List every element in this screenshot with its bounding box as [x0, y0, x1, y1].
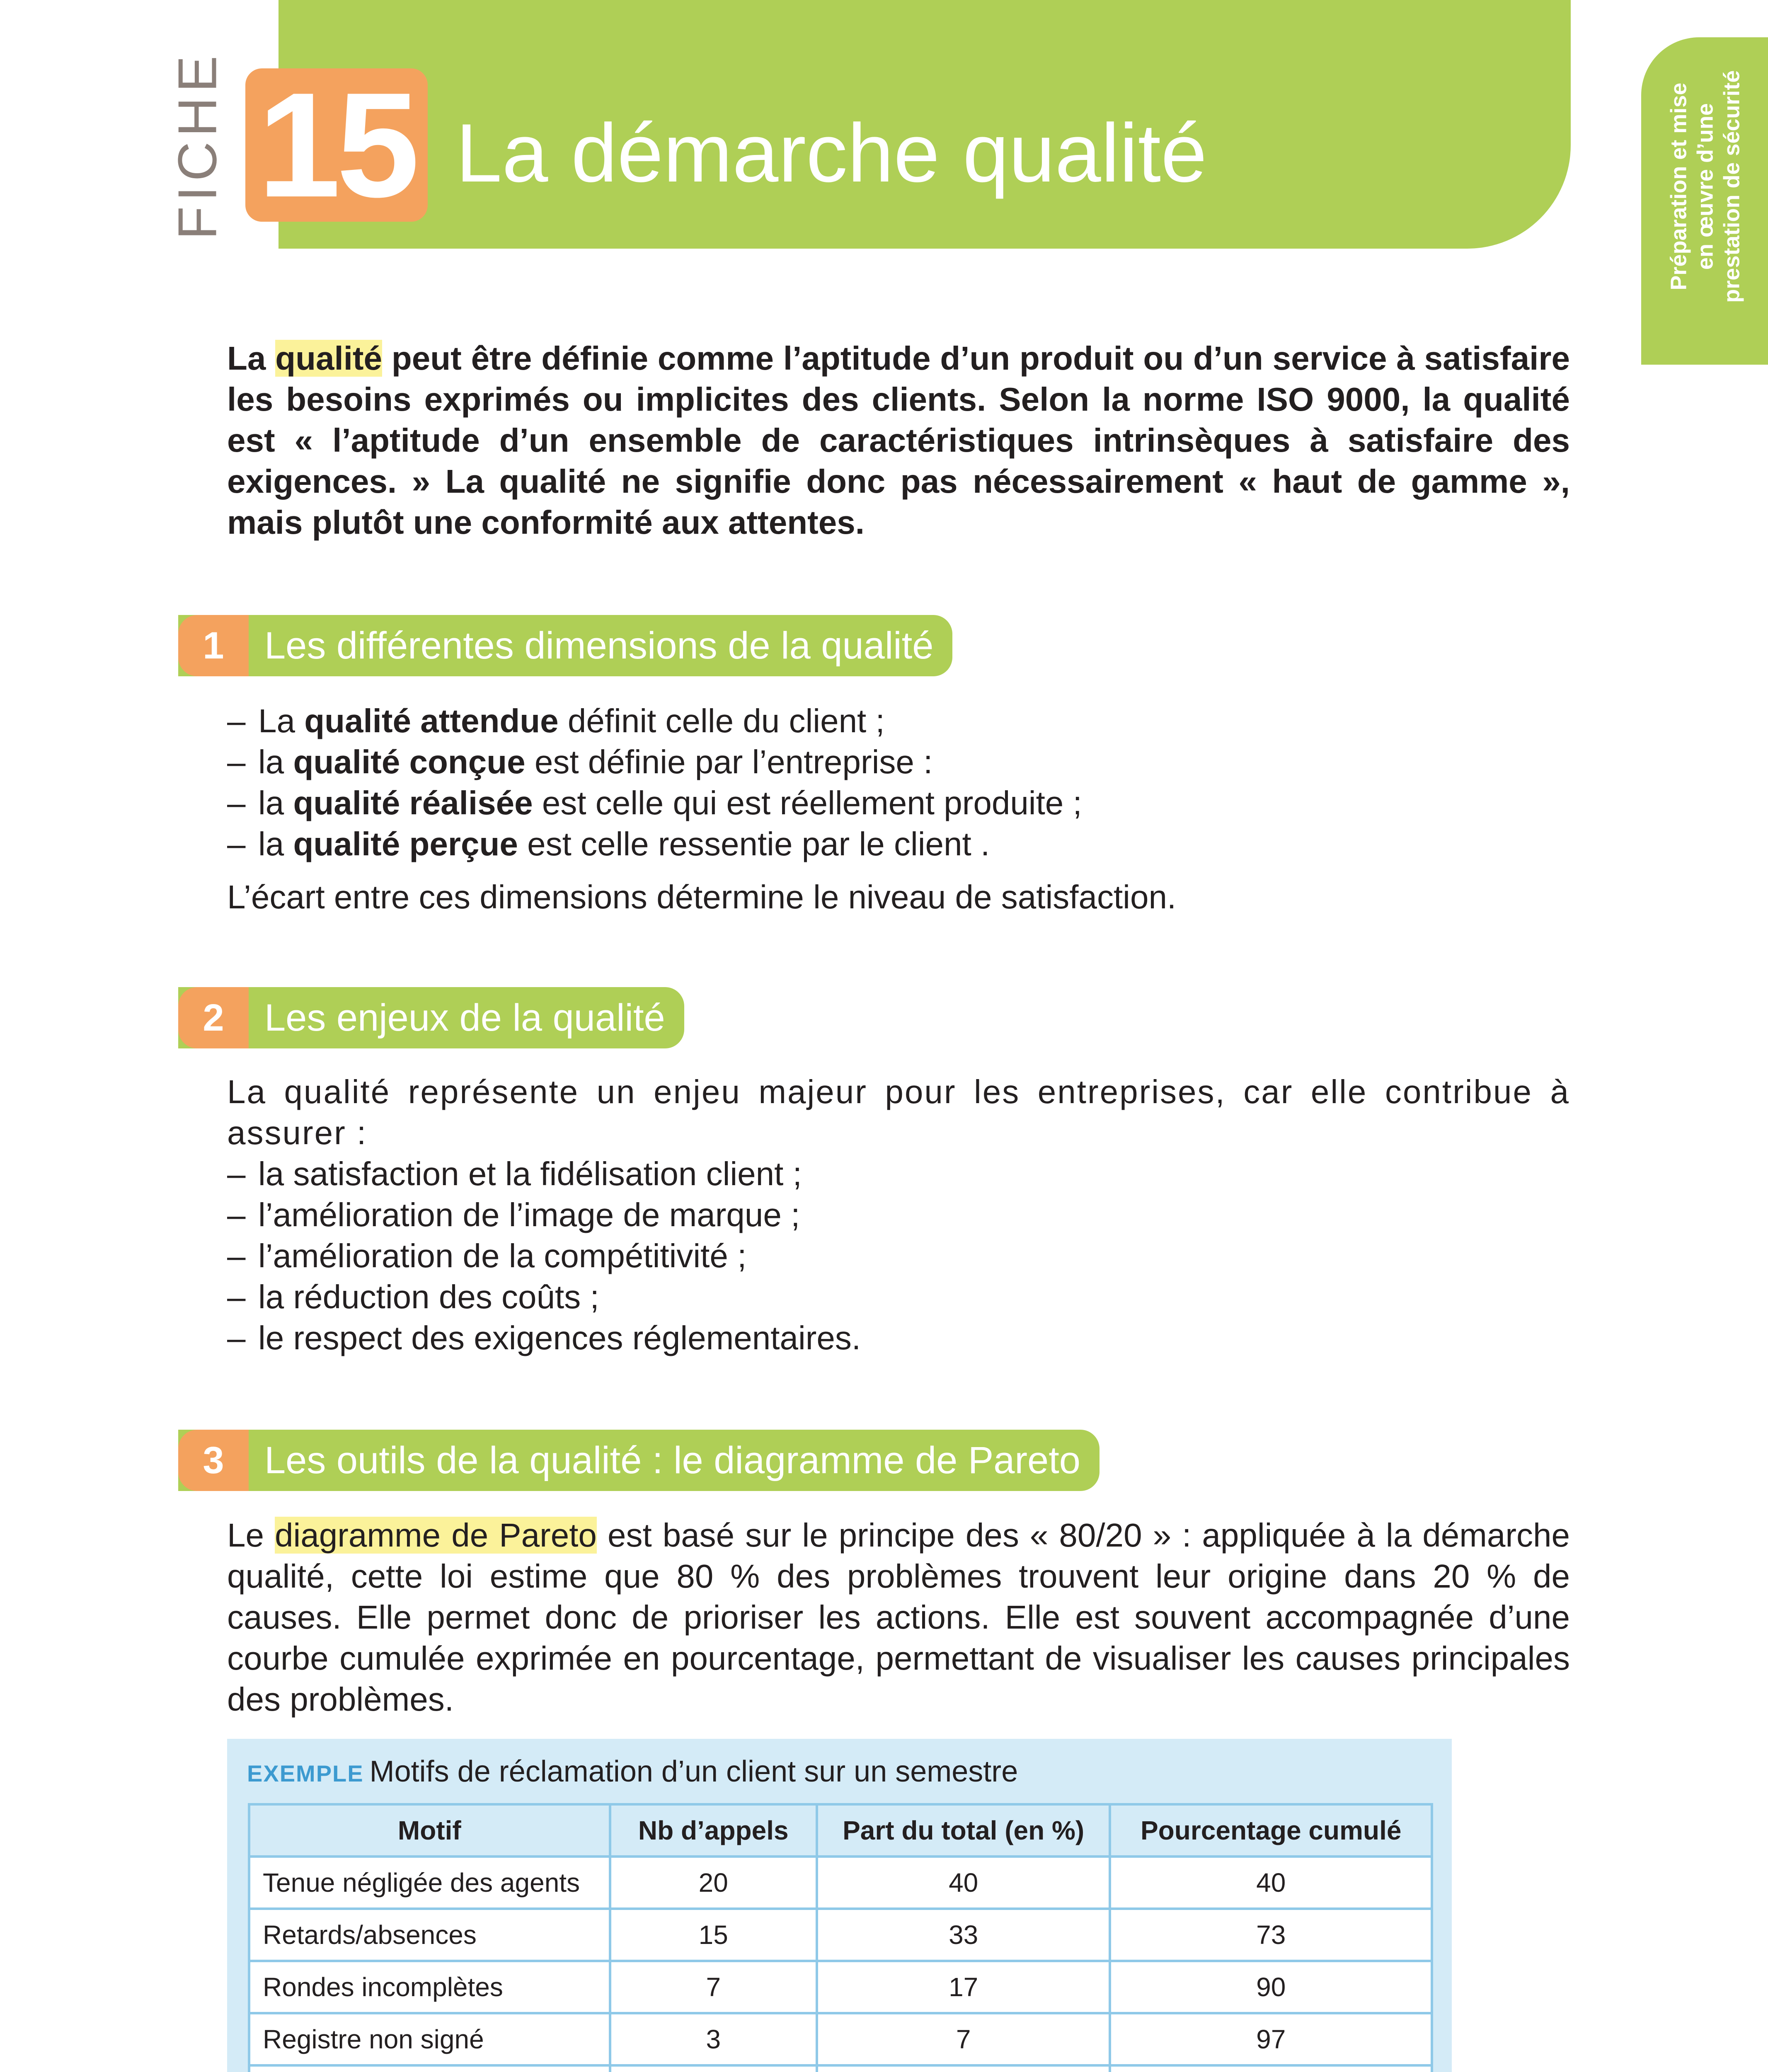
table-cell: Retards/absences — [249, 1909, 610, 1961]
table-cell: 90 — [1110, 1961, 1432, 2013]
section-3-number: 3 — [178, 1430, 249, 1491]
column-header: Motif — [249, 1804, 610, 1857]
section-2-intro: La qualité représente un enjeu majeur pour les entreprises, car elle contribue à assurer : — [227, 1073, 1570, 1151]
table-cell: 17 — [817, 1961, 1110, 2013]
section-3-title: Les outils de la qualité : le diagramme de Pareto — [264, 1439, 1080, 1481]
list-item: – la qualité perçue est celle ressentie par le client . — [227, 823, 1082, 864]
fiche-label: FICHE — [167, 51, 228, 240]
page-title: La démarche qualité — [456, 107, 1207, 199]
list-item: – l’amélioration de l’image de marque ; — [227, 1194, 861, 1235]
example-box — [227, 1739, 1452, 2072]
table-cell: 3 — [610, 2013, 817, 2065]
example-tag: EXEMPLE — [247, 1760, 364, 1786]
column-header: Part du total (en %) — [817, 1804, 1110, 1857]
table-cell: Rondes incomplètes — [249, 1961, 610, 2013]
example-caption: EXEMPLE Motifs de réclamation d’un client sur un semestre — [247, 1755, 1018, 1788]
section-2-number: 2 — [178, 987, 249, 1048]
section-3-paragraph: Le diagramme de Pareto est basé sur le principe des « 80/20 » : appliquée à la démarche qualité, cette loi estime que 80 % des problèmes trouvent leur origine dans 20 % de causes. Elle permet donc de prioriser les actions. Elle est souvent accompagnée d’une courbe cumulée exprimée en pourcentage, permettant de visualiser les causes principales des problèmes. — [227, 1517, 1570, 1718]
section-1-title: Les différentes dimensions de la qualité — [264, 624, 934, 667]
column-header: Pourcentage cumulé — [1110, 1804, 1432, 1857]
table-cell — [249, 2065, 610, 2072]
table-cell: 40 — [1110, 1857, 1432, 1909]
list-item: – la qualité conçue est définie par l’entreprise : — [227, 741, 1082, 782]
table-cell: 7 — [817, 2013, 1110, 2065]
section-1-conclusion: L’écart entre ces dimensions détermine le niveau de satisfaction. — [227, 879, 1177, 915]
list-item: – le respect des exigences réglementaires. — [227, 1317, 861, 1358]
section-1-list — [227, 700, 1082, 864]
list-item: – la satisfaction et la fidélisation client ; — [227, 1153, 861, 1194]
fiche-number-box — [245, 62, 428, 228]
list-item: – la qualité réalisée est celle qui est réellement produite ; — [227, 782, 1082, 823]
table-cell: 15 — [610, 1909, 817, 1961]
table-cell: 20 — [610, 1857, 817, 1909]
list-item: – l’amélioration de la compétitivité ; — [227, 1235, 861, 1276]
section-2-list — [227, 1153, 861, 1358]
highlight-qualite: qualité — [275, 340, 383, 377]
table-cell — [817, 2065, 1110, 2072]
table-header-row — [249, 1804, 1432, 1857]
pareto-table — [248, 1803, 1433, 2072]
table-cell — [1110, 2065, 1432, 2072]
table-row — [249, 2013, 1432, 2065]
table-cell: 7 — [610, 1961, 817, 2013]
table-cell: Registre non signé — [249, 2013, 610, 2065]
intro-paragraph: La qualité peut être définie comme l’aptitude d’un produit ou d’un service à satisfaire les besoins exprimés ou implicites des clients. Selon la norme ISO 9000, la qualité est « l’aptitude d’un ensemble de caractéristiques intrinsèques à satisfaire des exigences. » La qualité ne signifie donc pas nécessairement « haut de gamme », mais plutôt une conformité aux attentes. — [227, 340, 1570, 541]
section-2-heading — [178, 987, 684, 1048]
list-item: – La qualité attendue définit celle du client ; — [227, 700, 1082, 741]
table-cell: 33 — [817, 1909, 1110, 1961]
table-cell: 73 — [1110, 1909, 1432, 1961]
section-1-heading — [178, 615, 952, 676]
fiche-number: 15 — [257, 62, 416, 228]
section-3-heading — [178, 1430, 1100, 1491]
table-row — [249, 1857, 1432, 1909]
table-cell — [610, 2065, 817, 2072]
table-cell: 97 — [1110, 2013, 1432, 2065]
table-row — [249, 2065, 1432, 2072]
section-2-title: Les enjeux de la qualité — [264, 996, 665, 1039]
column-header: Nb d’appels — [610, 1804, 817, 1857]
table-cell: 40 — [817, 1857, 1110, 1909]
list-item: – la réduction des coûts ; — [227, 1276, 861, 1317]
highlight-pareto: diagramme de Pareto — [275, 1517, 597, 1554]
table-cell: Tenue négligée des agents — [249, 1857, 610, 1909]
table-row — [249, 1961, 1432, 2013]
table-row — [249, 1909, 1432, 1961]
chapter-side-tab-label: Préparation et mise en œuvre d’une prestation de sécurité — [1666, 70, 1744, 303]
section-1-number: 1 — [178, 615, 249, 676]
